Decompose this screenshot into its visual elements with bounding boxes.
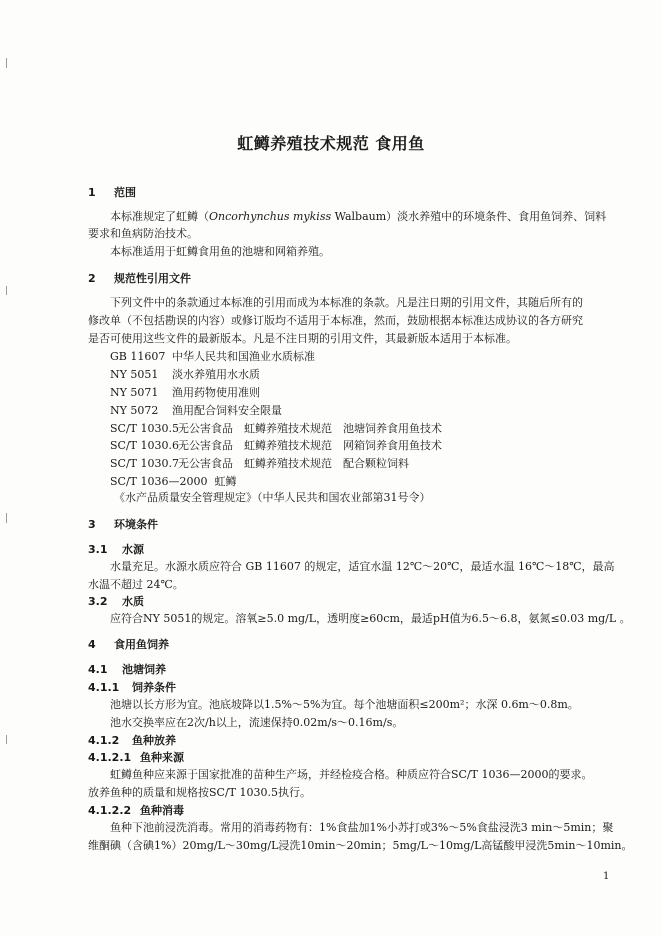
section-4-1-1-paragraph-2: 池水交换率应在2次/h以上，流速保持0.02m/s～0.16m/s。 (110, 716, 404, 729)
section-3-heading: 3 环境条件 (88, 518, 158, 531)
scan-margin-mark (6, 286, 7, 295)
section-4-1-2-1-heading: 4.1.2.1 鱼种来源 (88, 751, 184, 764)
section-4-1-2-heading: 4.1.2 鱼种放养 (88, 734, 176, 747)
section-1-heading: 1 范围 (88, 186, 136, 199)
section-2-paragraph-line-1: 下列文件中的条款通过本标准的引用而成为本标准的条款。凡是注日期的引用文件，其随后所有的 (110, 296, 583, 309)
section-4-1-1-paragraph-1: 池塘以长方形为宜。池底坡降以1.5%～5%为宜。每个池塘面积≤200m²；水深 0.6m～0.8m。 (110, 698, 579, 711)
section-4-1-2-1-paragraph-line-1: 虹鳟鱼种应来源于国家批准的苗种生产场，并经检疫合格。种质应符合SC/T 1036—2000的要求。 (110, 768, 593, 781)
reference-item: SC/T 1030.7无公害食品 虹鳟养殖技术规范 配合颗粒饲料 (110, 457, 409, 470)
reference-item: GB 11607 中华人民共和国渔业水质标准 (110, 350, 315, 363)
section-4-1-2-1-paragraph-line-2: 放养鱼种的质量和规格按SC/T 1030.5执行。 (88, 786, 311, 799)
document-title: 虹鳟养殖技术规范 食用鱼 (237, 134, 425, 153)
section-4-1-2-2-paragraph-line-1: 鱼种下池前浸洗消毒。常用的消毒药物有：1%食盐加1%小苏打或3%～5%食盐浸洗3 min～5min；聚 (110, 821, 614, 834)
section-1-paragraph-1: 本标准规定了虹鳟（Oncorhynchus mykiss Walbaum）淡水养殖中的环境条件、食用鱼饲养、饲料 (110, 210, 607, 223)
section-2-heading: 2 规范性引用文件 (88, 272, 191, 285)
section-3-1-paragraph-line-1: 水量充足。水源水质应符合 GB 11607 的规定，适宜水温 12℃～20℃，最适水温 16℃～18℃，最高 (110, 560, 615, 573)
section-3-2-paragraph: 应符合NY 5051的规定。溶氧≥5.0 mg/L，透明度≥60cm，最适pH值为6.5～6.8，氨氮≤0.03 mg/L 。 (110, 612, 631, 625)
section-2-paragraph-line-2: 修改单（不包括勘误的内容）或修订版均不适用于本标准，然而，鼓励根据本标准达成协议的各方研究 (88, 314, 583, 327)
reference-item: SC/T 1036—2000 虹鳟 (110, 475, 237, 488)
page-number: 1 (603, 871, 610, 882)
section-1-paragraph-2: 本标准适用于虹鳟食用鱼的池塘和网箱养殖。 (110, 245, 330, 258)
section-4-1-1-heading: 4.1.1 饲养条件 (88, 681, 176, 694)
section-3-1-paragraph-line-2: 水温不超过 24℃。 (88, 578, 184, 591)
section-4-heading: 4 食用鱼饲养 (88, 638, 169, 651)
scan-margin-mark (6, 735, 7, 744)
section-4-1-2-2-heading: 4.1.2.2 鱼种消毒 (88, 804, 184, 817)
section-4-1-2-2-paragraph-line-2: 维酮碘（含碘1%）20mg/L～30mg/L浸洗10min～20min；5mg/L～10mg/L高锰酸甲浸洗5min～10min。 (88, 839, 633, 852)
reference-item: NY 5072 渔用配合饲料安全限量 (110, 404, 282, 417)
scan-margin-mark (6, 58, 7, 68)
section-3-1-heading: 3.1 水源 (88, 543, 144, 556)
section-4-1-heading: 4.1 池塘饲养 (88, 663, 166, 676)
reference-item: SC/T 1030.5无公害食品 虹鳟养殖技术规范 池塘饲养食用鱼技术 (110, 422, 442, 435)
reference-item: NY 5051 淡水养殖用水水质 (110, 368, 260, 381)
scan-margin-mark (6, 513, 7, 523)
section-1-paragraph-1-cont: 要求和鱼病防治技术。 (88, 227, 198, 240)
section-3-2-heading: 3.2 水质 (88, 595, 144, 608)
reference-item: SC/T 1030.6无公害食品 虹鳟养殖技术规范 网箱饲养食用鱼技术 (110, 439, 442, 452)
section-2-paragraph-line-3: 是否可使用这些文件的最新版本。凡是不注日期的引用文件，其最新版本适用于本标准。 (88, 332, 517, 345)
reference-item-regulation: 《水产品质量安全管理规定》（中华人民共和国农业部第31号令） (114, 491, 431, 504)
reference-item: NY 5071 渔用药物使用准则 (110, 386, 260, 399)
